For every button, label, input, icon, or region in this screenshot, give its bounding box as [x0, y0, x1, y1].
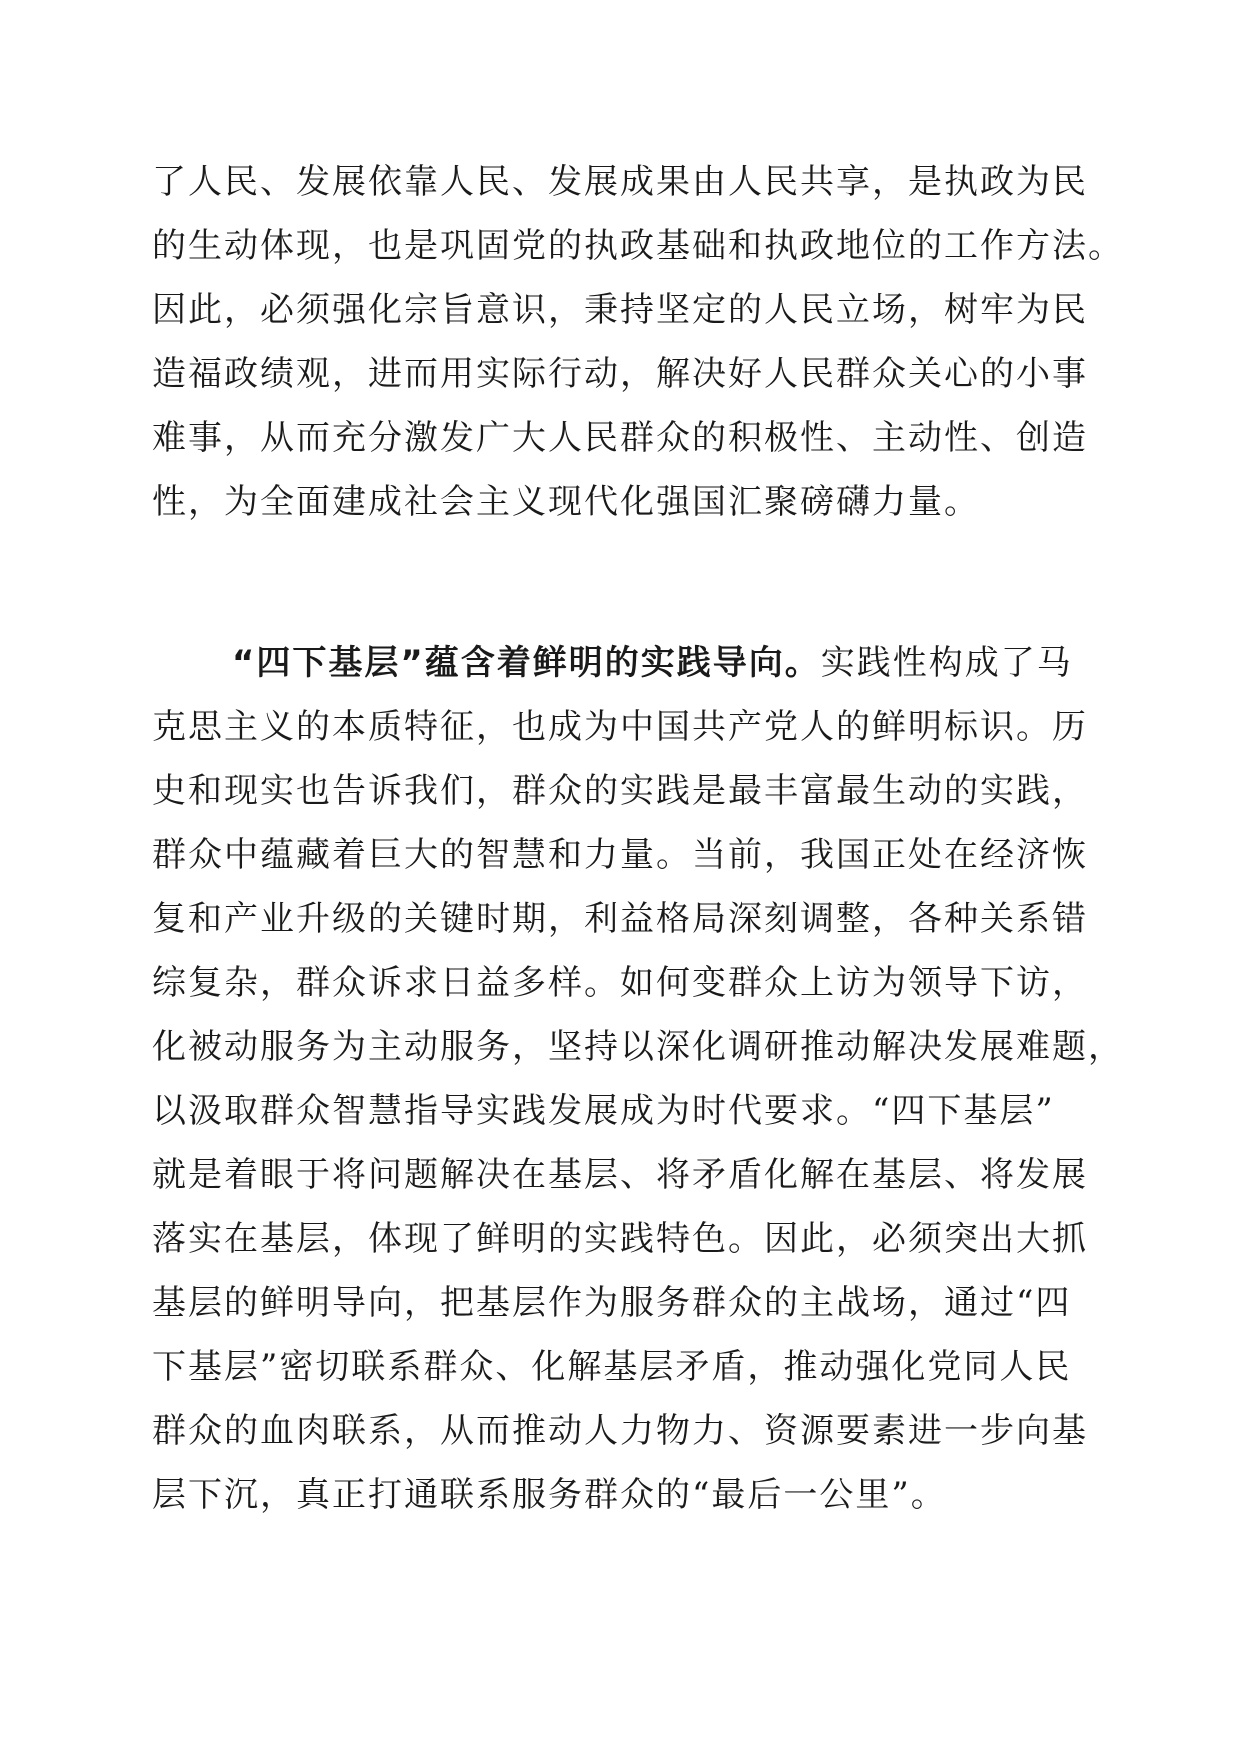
paragraph-2-line: 层下沉，真正打通联系服务群众的“最后一公里”。 [152, 1475, 947, 1515]
paragraph-2-first-line-rest: 实践性构成了马 [820, 643, 1073, 683]
paragraph-1 [152, 150, 1124, 534]
paragraph-1-line: 造福政绩观，进而用实际行动，解决好人民群众关心的小事 [152, 354, 1088, 394]
paragraph-2-line: 以汲取群众智慧指导实践发展成为时代要求。“四下基层” [152, 1091, 1055, 1131]
paragraph-2-line: 下基层”密切联系群众、化解基层矛盾，推动强化党同人民 [152, 1347, 1072, 1387]
paragraph-2-line: 群众的血肉联系，从而推动人力物力、资源要素进一步向基 [152, 1411, 1088, 1451]
paragraph-2-heading: “四下基层”蕴含着鲜明的实践导向。 [232, 643, 821, 683]
paragraph-2-line: 基层的鲜明导向，把基层作为服务群众的主战场，通过“四 [152, 1283, 1072, 1323]
paragraph-2-line: 史和现实也告诉我们，群众的实践是最丰富最生动的实践， [152, 771, 1088, 811]
paragraph-2-line: 群众中蕴藏着巨大的智慧和力量。当前，我国正处在经济恢 [152, 835, 1088, 875]
paragraph-2-line: 落实在基层，体现了鲜明的实践特色。因此，必须突出大抓 [152, 1219, 1088, 1259]
paragraph-2-line: 化被动服务为主动服务，坚持以深化调研推动解决发展难题， [152, 1027, 1124, 1067]
paragraph-2-line: 就是着眼于将问题解决在基层、将矛盾化解在基层、将发展 [152, 1155, 1088, 1195]
paragraph-1-line: 因此，必须强化宗旨意识，秉持坚定的人民立场，树牢为民 [152, 290, 1088, 330]
paragraph-2-line: 克思主义的本质特征，也成为中国共产党人的鲜明标识。历 [152, 707, 1088, 747]
paragraph-1-line: 性，为全面建成社会主义现代化强国汇聚磅礴力量。 [152, 482, 980, 522]
paragraph-2-line: 复和产业升级的关键时期，利益格局深刻调整，各种关系错 [152, 899, 1088, 939]
paragraph-1-line: 的生动体现，也是巩固党的执政基础和执政地位的工作方法。 [152, 226, 1124, 266]
paragraph-1-line: 了人民、发展依靠人民、发展成果由人民共享，是执政为民 [152, 162, 1088, 202]
paragraph-2 [152, 631, 1124, 1527]
paragraph-1-line: 难事，从而充分激发广大人民群众的积极性、主动性、创造 [152, 418, 1088, 458]
paragraph-2-line: 综复杂，群众诉求日益多样。如何变群众上访为领导下访， [152, 963, 1088, 1003]
paragraph-2-first-line [152, 631, 1092, 695]
